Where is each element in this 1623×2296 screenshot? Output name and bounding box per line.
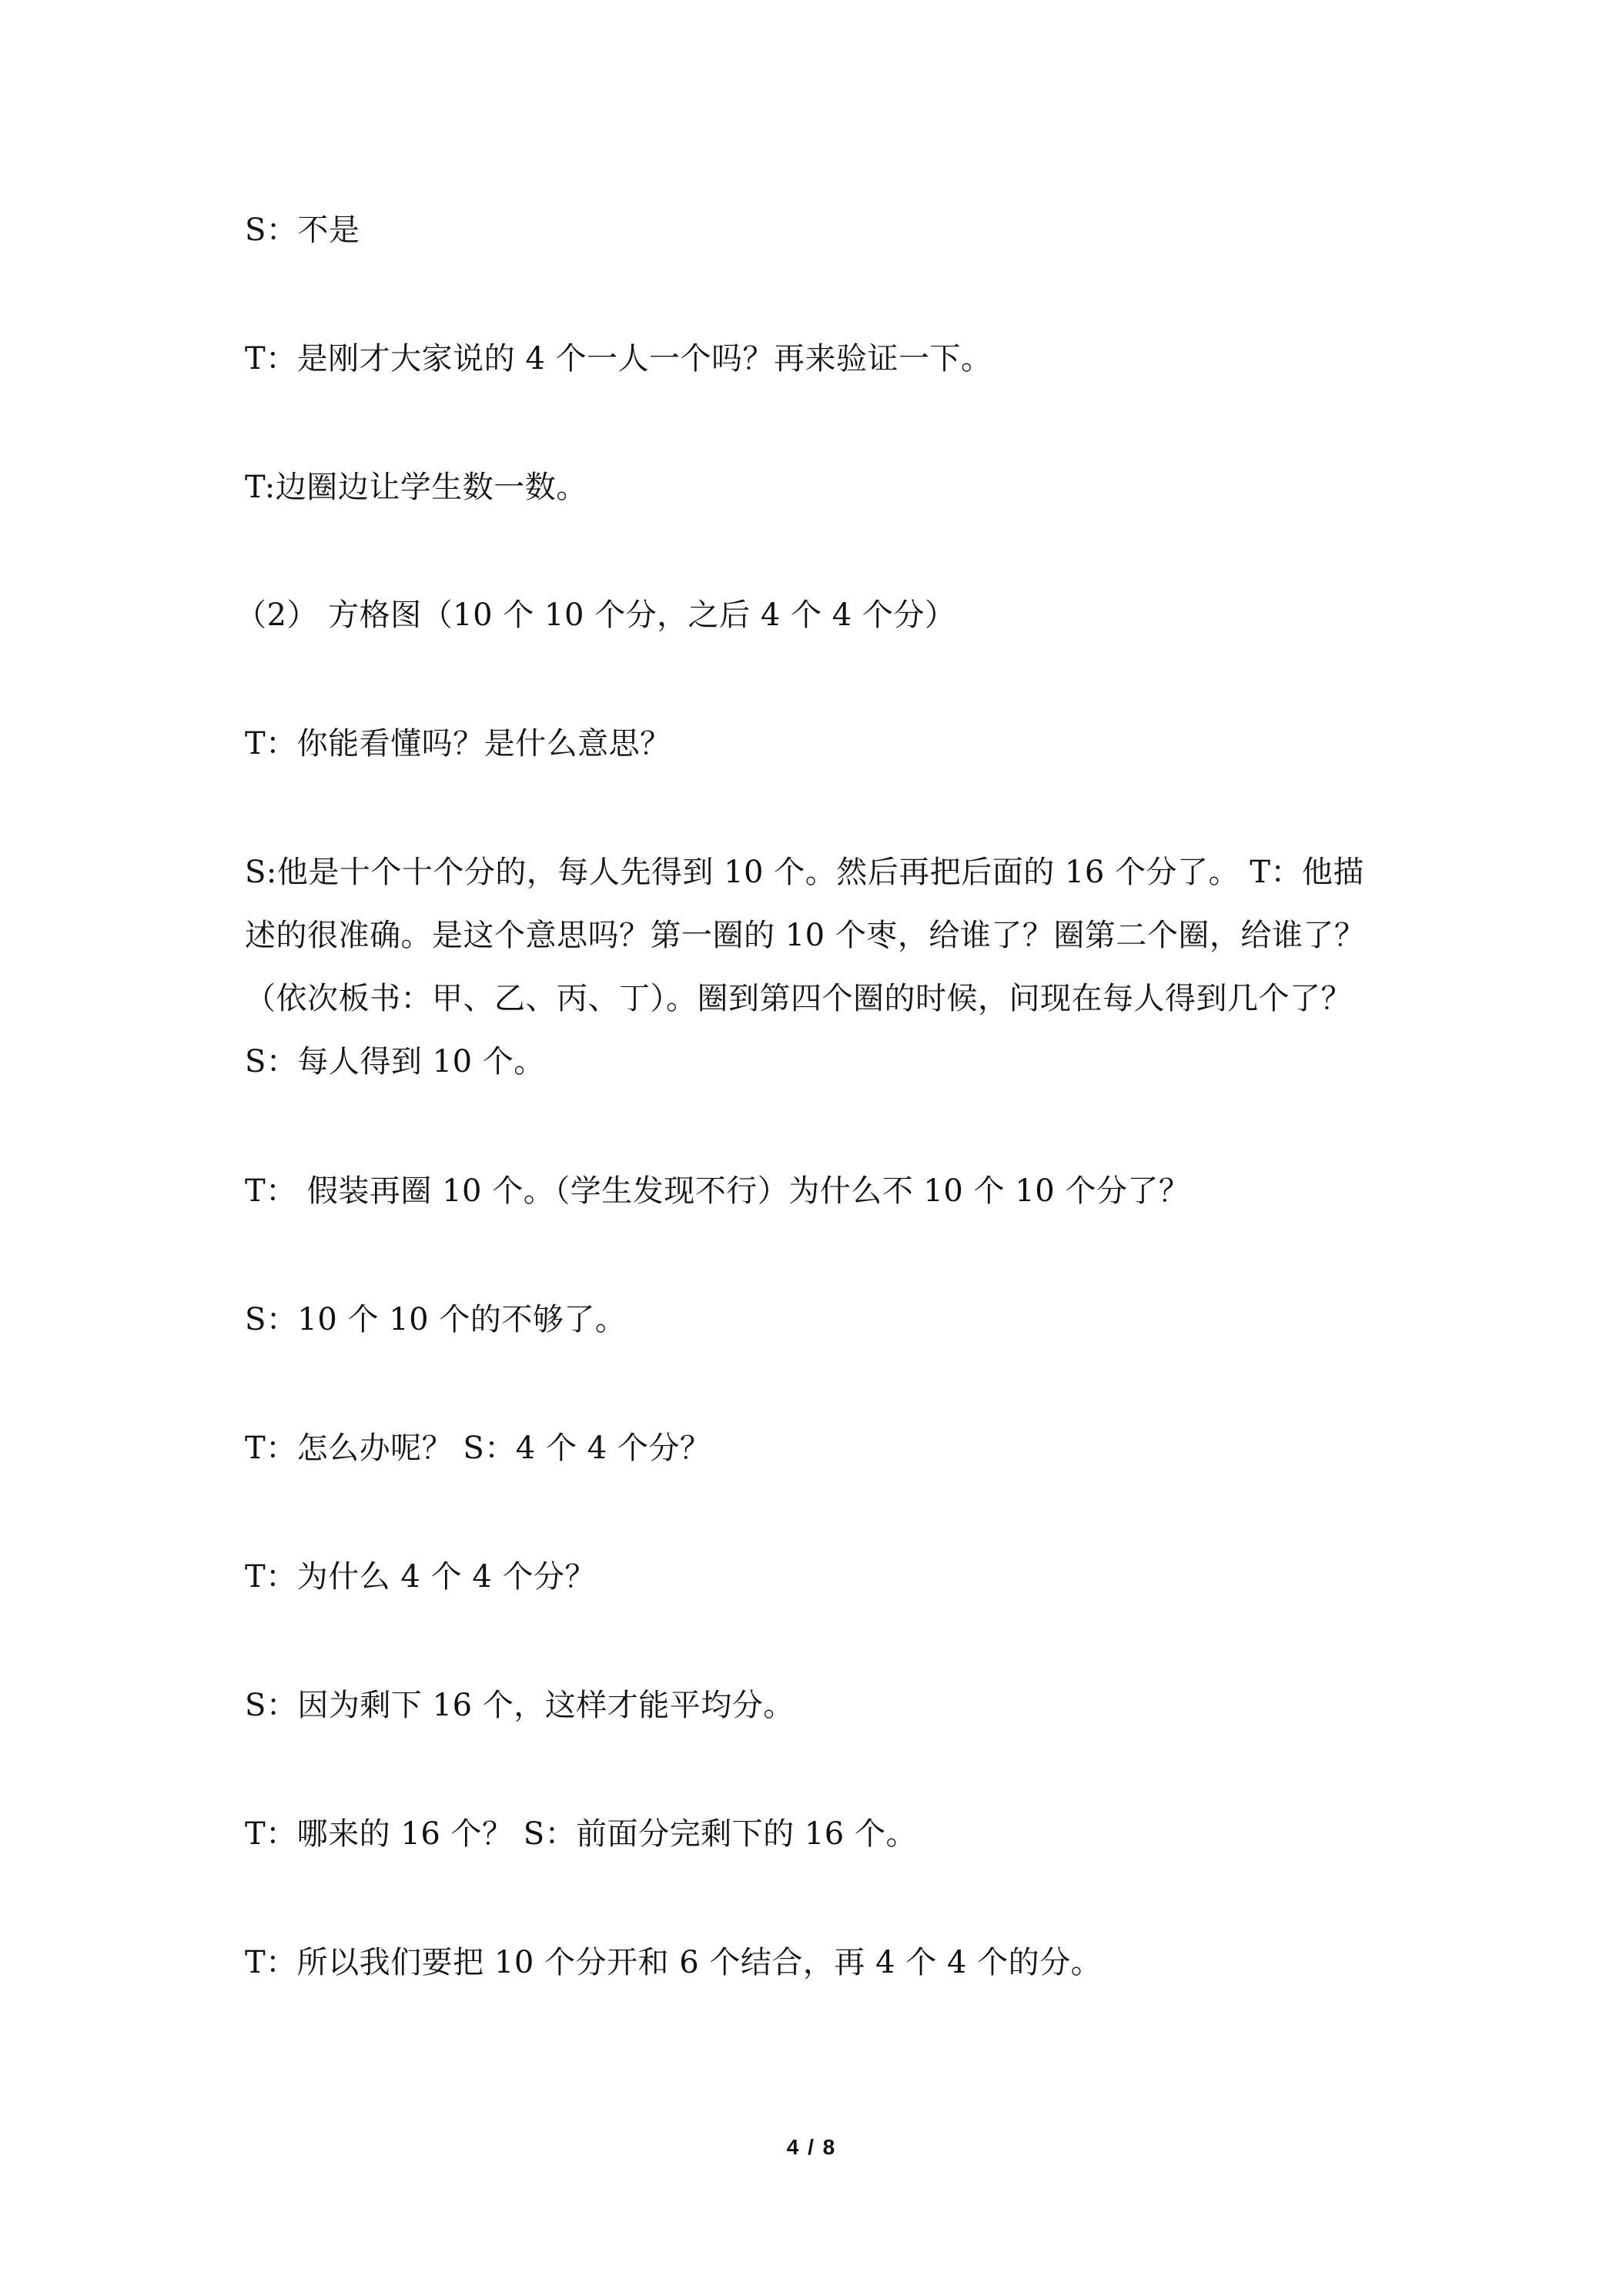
paragraph-line: S:他是十个十个分的，每人先得到 10 个。然后再把后面的 16 个分了。 T：他描 xyxy=(245,855,1364,890)
paragraph xyxy=(245,1545,1384,1608)
paragraph-line: S：每人得到 10 个。 xyxy=(245,1044,545,1079)
paragraph xyxy=(245,1288,1384,1351)
paragraph xyxy=(245,841,1384,1093)
paragraph xyxy=(245,712,1384,775)
paragraph xyxy=(236,584,1375,647)
paragraph-line: S：10 个 10 个的不够了。 xyxy=(245,1302,627,1337)
paragraph-line: T：你能看懂吗？是什么意思？ xyxy=(245,726,671,761)
paragraph xyxy=(245,1802,1384,1866)
paragraph-line: T：哪来的 16 个？ S：前面分完剩下的 16 个。 xyxy=(245,1816,917,1852)
paragraph-line: T： 假装再圈 10 个。（学生发现不行）为什么不 10 个 10 个分了？ xyxy=(245,1173,1190,1209)
paragraph-line: S：不是 xyxy=(245,213,360,248)
paragraph-line: 述的很准确。是这个意思吗？第一圈的 10 个枣，给谁了？圈第二个圈，给谁了？ xyxy=(245,918,1366,953)
paragraph xyxy=(245,199,1384,262)
paragraph xyxy=(245,1931,1384,1994)
paragraph xyxy=(245,1417,1384,1480)
paragraph xyxy=(245,456,1384,519)
paragraph-line: T：怎么办呢？ S：4 个 4 个分？ xyxy=(245,1431,711,1466)
paragraph-line: S：因为剩下 16 个，这样才能平均分。 xyxy=(245,1688,795,1723)
paragraph-line: （依次板书：甲、乙、丙、丁）。圈到第四个圈的时候，问现在每人得到几个了？ xyxy=(245,981,1352,1016)
paragraph-line: （2） 方格图（10 个 10 个分，之后 4 个 4 个分） xyxy=(236,597,956,633)
paragraph xyxy=(245,1160,1384,1223)
paragraph-line: T：所以我们要把 10 个分开和 6 个结合，再 4 个 4 个的分。 xyxy=(245,1945,1103,1980)
paragraph xyxy=(245,327,1384,390)
paragraph-line: T：为什么 4 个 4 个分？ xyxy=(245,1559,596,1595)
page-number: 4 / 8 xyxy=(786,2135,837,2159)
paragraph-line: T:边圈边让学生数一数。 xyxy=(245,470,587,505)
paragraph xyxy=(245,1674,1384,1737)
paragraph-line: T：是刚才大家说的 4 个一人一个吗？再来验证一下。 xyxy=(245,341,992,377)
